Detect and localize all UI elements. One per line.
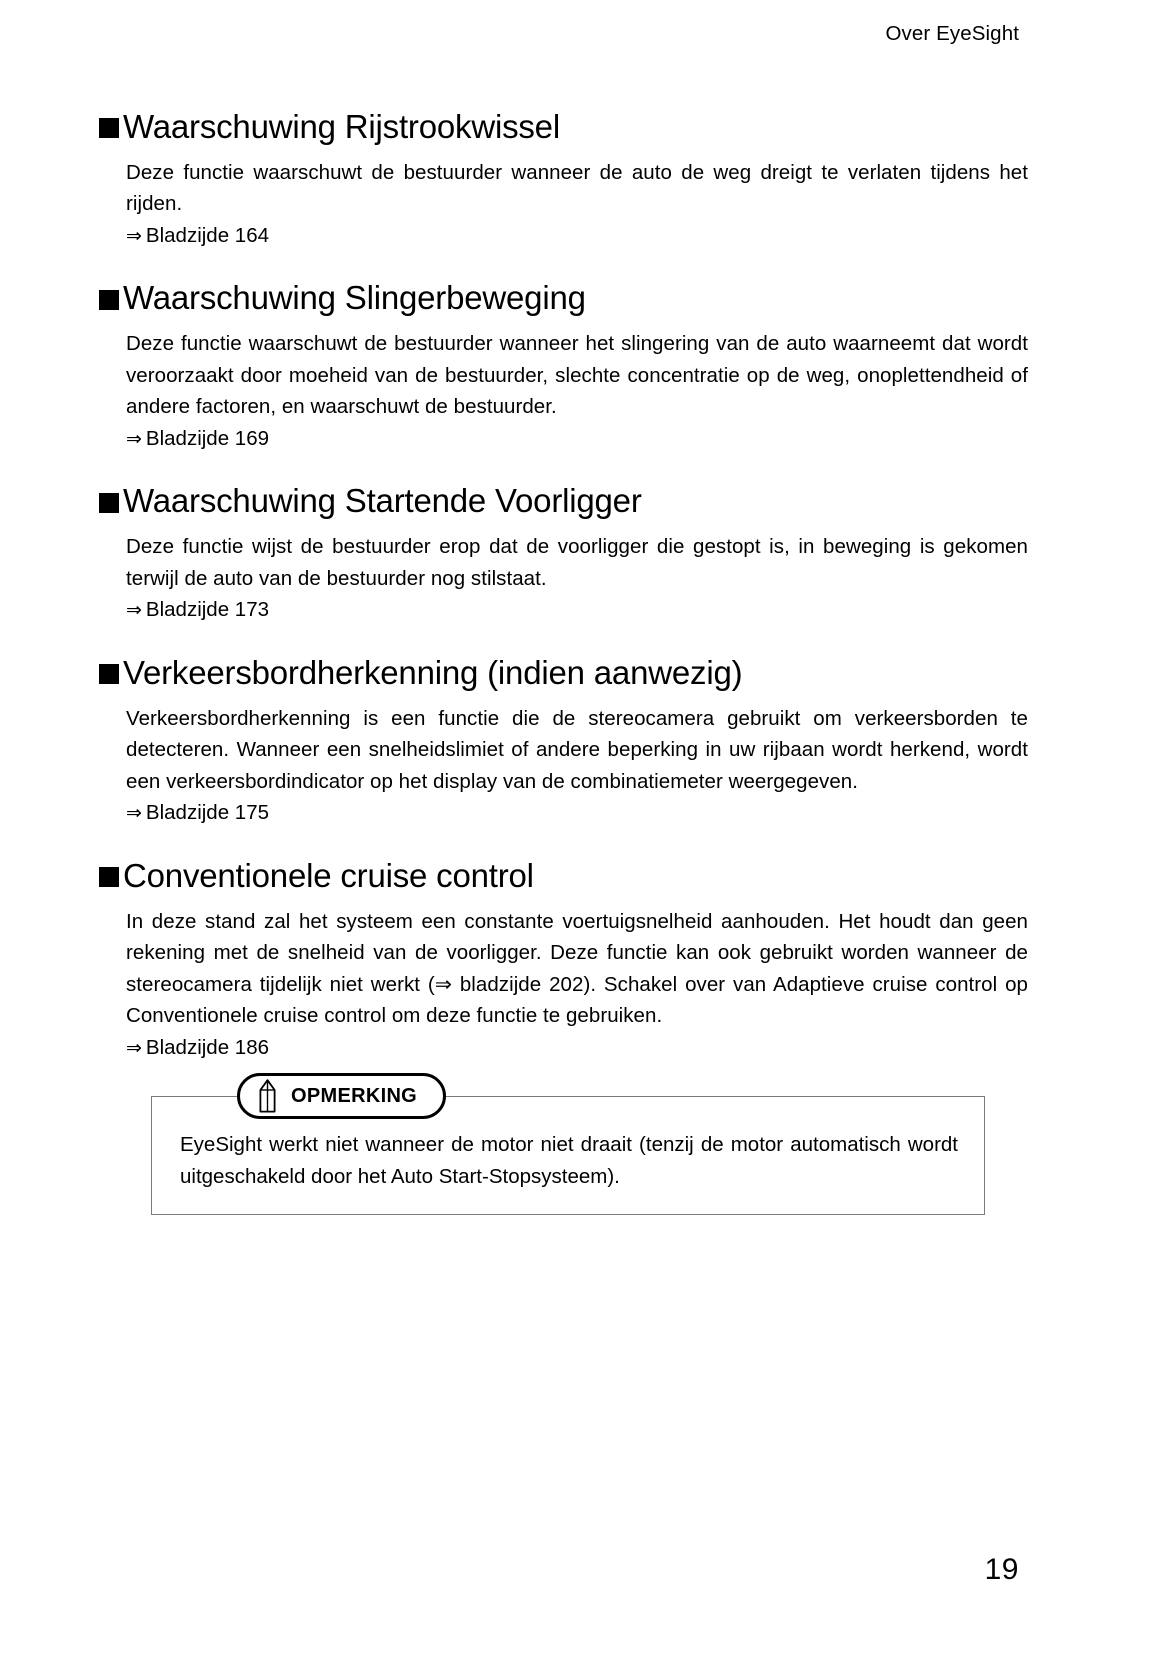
section-body: Deze functie waarschuwt de bestuurder wanneer de auto de weg dreigt te verlaten tijdens het rijden. [126,160,1028,216]
page-reference[interactable] [99,220,1029,253]
section-heading-label: Waarschuwing Rijstrookwissel [123,108,560,145]
page-reference-label: Bladzijde 175 [145,801,270,825]
section-waarschuwing-startende-voorligger [99,482,1029,626]
section-conventionele-cruise-control [99,857,1029,1064]
page-reference[interactable] [99,797,1029,830]
note-text: EyeSight werkt niet wanneer de motor niet draait (tenzij de motor automatisch wordt uitgeschakeld door het Auto Start-Stopsysteem). [180,1133,958,1188]
double-arrow-icon: ⇒ [126,225,142,247]
page-reference[interactable] [99,423,1029,456]
section-body: Deze functie waarschuwt de bestuurder wanneer het slingering van de auto waarneemt dat wordt veroorzaakt door moeheid van de bestuurder, slechte concentratie op de weg, onoplettendheid of andere factoren, en waarschuwt de bestuurder. [126,332,1028,419]
page-reference-label: Bladzijde 186 [145,1035,270,1059]
section-heading-label: Conventionele cruise control [123,856,534,894]
double-arrow-icon: ⇒ [126,428,142,450]
section-body: Verkeersbordherkenning is een functie die de stereocamera gebruikt om verkeersborden te detecteren. Wanneer een snelheidslimiet of andere beperking in uw rijbaan wordt herkend, wordt een verkeersbordindicator op het display van de combinatiemeter weergegeven. [126,706,1028,793]
square-bullet-icon [99,867,119,887]
section-heading [99,279,1029,318]
note-header-pill [237,1073,446,1119]
section-waarschuwing-slingerbeweging [99,279,1029,455]
section-heading-label: Verkeersbordherkenning (indien aanwezig) [123,653,743,691]
section-heading [99,482,1029,521]
section-body: Deze functie wijst de bestuurder erop dat de voorligger die gestopt is, in beweging is gekomen terwijl de auto van de bestuurder nog stilstaat. [126,535,1028,590]
page-number: 19 [984,1553,1019,1586]
double-arrow-icon: ⇒ [126,600,142,622]
section-heading [99,108,1029,147]
square-bullet-icon [99,664,119,684]
section-waarschuwing-rijstrookwissel [99,108,1029,252]
section-heading-label: Waarschuwing Slingerbeweging [123,279,586,317]
section-heading [99,654,1029,693]
page-reference[interactable] [99,1032,1029,1065]
page-reference[interactable] [99,594,1029,627]
square-bullet-icon [99,290,119,310]
page-reference-label: Bladzijde 164 [145,223,270,247]
note-callout [151,1085,985,1215]
section-verkeersbordherkenning [99,654,1029,830]
double-arrow-icon: ⇒ [126,803,142,825]
section-heading-label: Waarschuwing Startende Voorligger [123,482,642,520]
double-arrow-icon: ⇒ [126,1037,142,1059]
square-bullet-icon [99,118,119,138]
page-reference-label: Bladzijde 169 [145,426,270,450]
page-content [99,108,1029,1215]
pencil-icon [258,1079,277,1113]
square-bullet-icon [99,493,119,513]
page-reference-label: Bladzijde 173 [145,598,270,622]
running-header: Over EyeSight [885,22,1019,45]
section-heading [99,857,1029,896]
note-label: OPMERKING [291,1085,418,1108]
section-body: In deze stand zal het systeem een constante voertuigsnelheid aanhouden. Het houdt dan geen rekening met de snelheid van de voorligger. Deze functie kan ook gebruikt worden wanneer de stereocamera tijdelijk niet werkt (⇒ bladzijde 202). Schakel over van Adaptieve cruise control op Conventionele cruise control om deze functie te gebruiken. [126,909,1028,1028]
